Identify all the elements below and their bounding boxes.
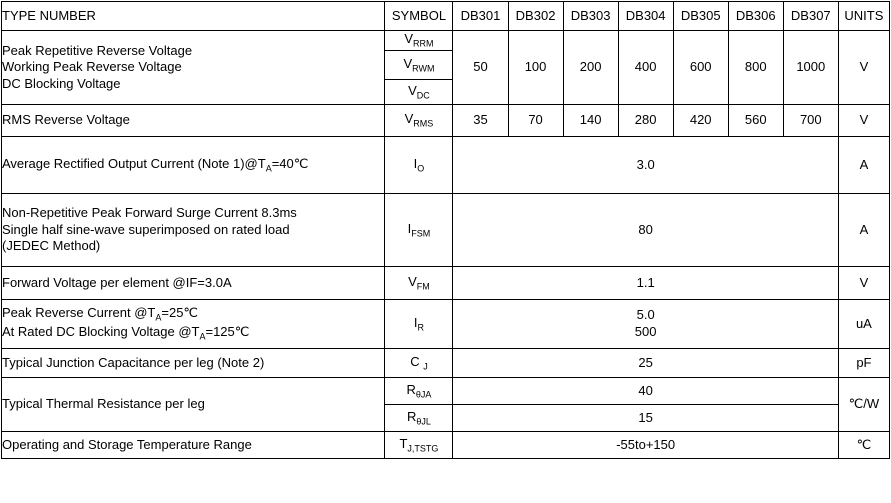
symbol-vrms-base: V	[404, 111, 414, 127]
value-ir-25c: 5.0	[636, 307, 655, 323]
param-forward-voltage: Forward Voltage per element @IF=3.0A	[2, 267, 385, 300]
header-units: UNITS	[838, 2, 889, 31]
value-vrrm-db303: 200	[563, 31, 618, 105]
value-vrms-db302: 70	[508, 105, 563, 137]
symbol-tj-tstg	[385, 432, 453, 459]
param-ir-2-sub: A	[199, 331, 206, 342]
table-row-io	[2, 137, 890, 194]
header-part-db305: DB305	[673, 2, 728, 31]
value-vrms-db306: 560	[728, 105, 783, 137]
symbol-ifsm	[385, 194, 453, 267]
symbol-vfm-sub: FM	[416, 281, 430, 292]
symbol-ir-base: I	[413, 314, 418, 330]
symbol-ifsm-base: I	[407, 220, 412, 236]
symbol-vrrm	[385, 31, 453, 51]
header-symbol: SYMBOL	[385, 2, 453, 31]
units-temperature-range: ℃	[838, 432, 889, 459]
header-type-number: TYPE NUMBER	[2, 2, 385, 31]
symbol-tj-base: T	[399, 435, 408, 451]
units-thermal-resistance: ℃/W	[838, 378, 889, 432]
param-ir-2-pre: At Rated DC Blocking Voltage @T	[2, 324, 200, 340]
table-row-cj	[2, 349, 890, 378]
symbol-tj-sub: J,T	[407, 443, 420, 454]
value-vrrm-db304: 400	[618, 31, 673, 105]
param-non-repetitive-surge-current	[2, 194, 385, 267]
param-ir-1-sub: A	[155, 312, 162, 323]
param-line-ifsm-1: Non-Repetitive Peak Forward Surge Current 8.3ms	[2, 205, 297, 221]
symbol-io	[385, 137, 453, 194]
symbol-cj	[385, 349, 453, 378]
units-cj: pF	[838, 349, 889, 378]
value-vfm: 1.1	[453, 267, 838, 300]
table-header-row	[2, 2, 890, 31]
table-row-rthja	[2, 378, 890, 405]
symbol-ir	[385, 300, 453, 349]
table-row-vrrm	[2, 31, 890, 51]
units-vrms: V	[838, 105, 889, 137]
table-row-ifsm	[2, 194, 890, 267]
header-part-db304: DB304	[618, 2, 673, 31]
symbol-vrms-sub: RMS	[413, 118, 434, 129]
symbol-vrwm	[385, 51, 453, 80]
value-vrms-db307: 700	[783, 105, 838, 137]
symbol-io-base: I	[413, 155, 418, 171]
value-ir	[453, 300, 838, 349]
param-line-vdc: DC Blocking Voltage	[2, 75, 121, 91]
header-part-db301: DB301	[453, 2, 508, 31]
param-io-sub: A	[265, 163, 272, 174]
symbol-rthja-base: R	[406, 381, 416, 397]
symbol-ir-sub: R	[417, 322, 425, 333]
symbol-rthja-sub: θJA	[415, 389, 432, 400]
symbol-io-sub: O	[417, 163, 425, 174]
symbol-vrwm-sub: RWM	[412, 63, 435, 74]
header-part-db303: DB303	[563, 2, 618, 31]
table-row-vrms	[2, 105, 890, 137]
value-vrms-db305: 420	[673, 105, 728, 137]
param-operating-storage-temperature: Operating and Storage Temperature Range	[2, 432, 385, 459]
symbol-vrwm-base: V	[403, 55, 413, 71]
value-vrrm-db302: 100	[508, 31, 563, 105]
value-ir-125c: 500	[634, 324, 657, 340]
value-vrrm-db305: 600	[673, 31, 728, 105]
value-temperature-range: -55to+150	[453, 432, 838, 459]
value-ifsm: 80	[453, 194, 838, 267]
table-row-temperature-range	[2, 432, 890, 459]
param-junction-capacitance: Typical Junction Capacitance per leg (Note 2)	[2, 349, 385, 378]
param-io-pre: Average Rectified Output Current (Note 1)@T	[2, 155, 266, 171]
param-ir-2-post: =125℃	[205, 324, 250, 340]
value-rthjl: 15	[453, 405, 838, 432]
symbol-vrrm-sub: RRM	[413, 38, 434, 49]
symbol-cj-base: C	[410, 353, 420, 369]
symbol-rthjl-sub: θJL	[416, 416, 431, 427]
symbol-vfm	[385, 267, 453, 300]
units-io: A	[838, 137, 889, 194]
symbol-vfm-base: V	[408, 273, 417, 289]
value-vrms-db301: 35	[453, 105, 508, 137]
header-part-db302: DB302	[508, 2, 563, 31]
value-vrrm-db306: 800	[728, 31, 783, 105]
param-io-post: =40℃	[271, 155, 309, 171]
param-average-rectified-output-current	[2, 137, 385, 194]
param-ir-1-pre: Peak Reverse Current @T	[2, 305, 156, 320]
param-reverse-voltage-block	[2, 31, 385, 105]
param-line-ir-1	[2, 305, 384, 324]
param-line-vrwm: Working Peak Reverse Voltage	[2, 59, 182, 75]
symbol-vdc	[385, 80, 453, 105]
units-ifsm: A	[838, 194, 889, 267]
header-part-db307: DB307	[783, 2, 838, 31]
value-io: 3.0	[453, 137, 838, 194]
units-ir: uA	[838, 300, 889, 349]
value-cj: 25	[453, 349, 838, 378]
value-rthja: 40	[453, 378, 838, 405]
header-part-db306: DB306	[728, 2, 783, 31]
value-vrrm-db307: 1000	[783, 31, 838, 105]
symbol-rthja	[385, 378, 453, 405]
symbol-tstg-sub: STG	[419, 443, 439, 454]
value-vrrm-db301: 50	[453, 31, 508, 105]
param-line-vrrm: Peak Repetitive Reverse Voltage	[2, 42, 193, 58]
symbol-vrrm-base: V	[404, 31, 414, 46]
symbol-vrms	[385, 105, 453, 137]
symbol-vdc-sub: DC	[416, 90, 430, 101]
units-vfm: V	[838, 267, 889, 300]
symbol-rthjl	[385, 405, 453, 432]
table-row-ir	[2, 300, 890, 349]
param-line-ir-2	[2, 324, 384, 343]
param-ir-1-post: =25℃	[161, 305, 199, 320]
param-rms-reverse-voltage: RMS Reverse Voltage	[2, 105, 385, 137]
table-row-vfm	[2, 267, 890, 300]
value-vrms-db303: 140	[563, 105, 618, 137]
param-peak-reverse-current	[2, 300, 385, 349]
param-thermal-resistance: Typical Thermal Resistance per leg	[2, 378, 385, 432]
symbol-cj-sub: J	[423, 361, 428, 372]
value-vrms-db304: 280	[618, 105, 673, 137]
units-vrrm: V	[838, 31, 889, 105]
specifications-table	[1, 1, 890, 459]
symbol-ifsm-sub: FSM	[411, 228, 431, 239]
symbol-rthjl-base: R	[407, 408, 417, 424]
param-line-ifsm-2: Single half sine-wave superimposed on rated load	[2, 221, 290, 237]
param-line-ifsm-3: (JEDEC Method)	[2, 238, 101, 254]
symbol-vdc-base: V	[408, 82, 417, 98]
